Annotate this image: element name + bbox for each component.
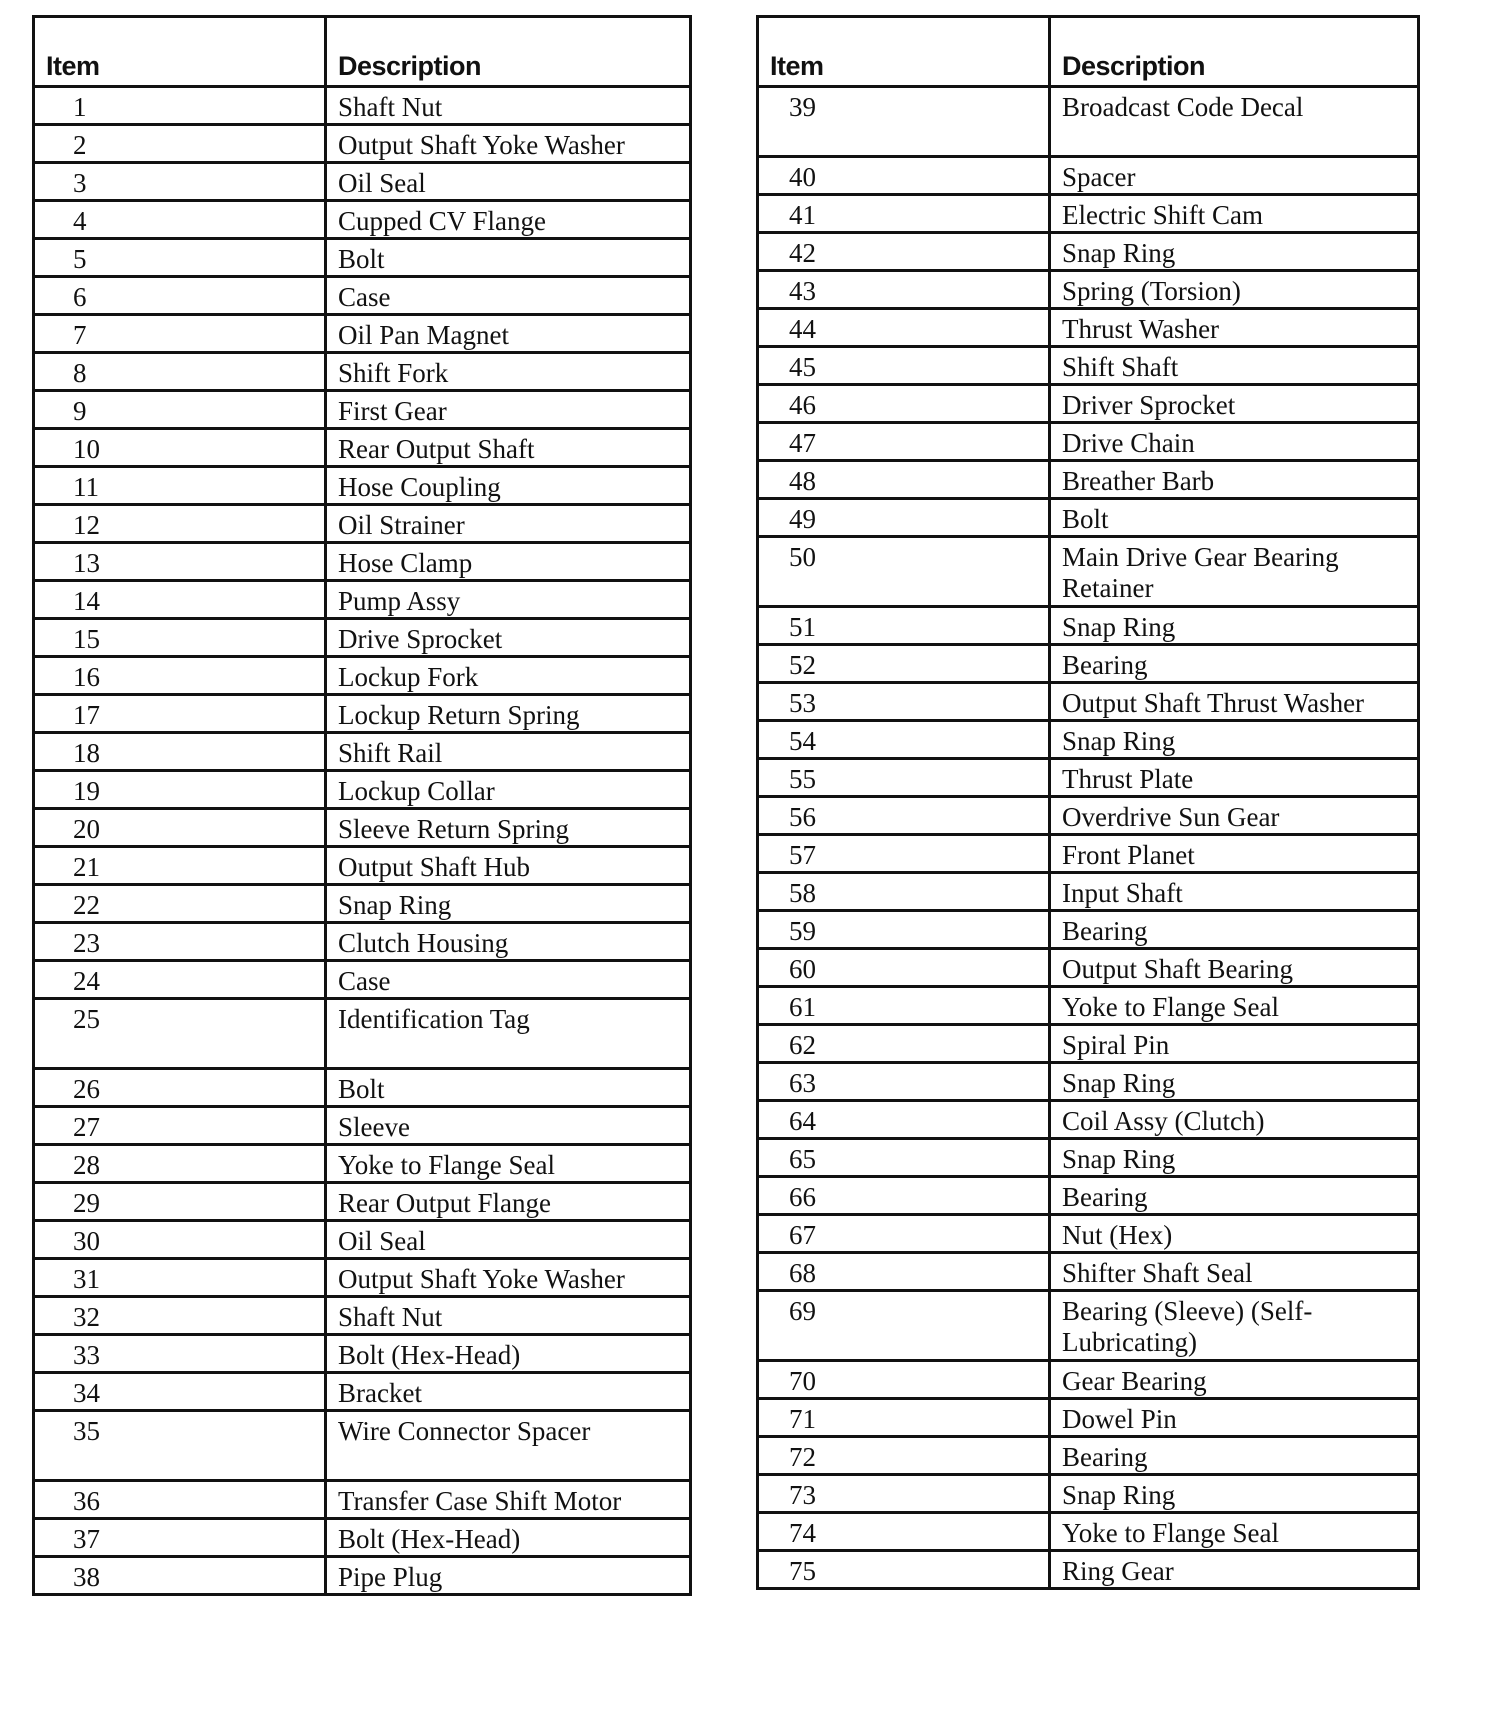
item-description: Broadcast Code Decal bbox=[1050, 87, 1419, 157]
item-description: Snap Ring bbox=[1050, 1475, 1419, 1513]
table-row bbox=[758, 537, 1419, 607]
item-description: Shift Shaft bbox=[1050, 347, 1419, 385]
table-row bbox=[34, 163, 691, 201]
item-number: 54 bbox=[758, 721, 1050, 759]
item-description: Output Shaft Yoke Washer bbox=[326, 1259, 691, 1297]
item-number: 40 bbox=[758, 157, 1050, 195]
item-description: Snap Ring bbox=[1050, 607, 1419, 645]
table-row bbox=[758, 721, 1419, 759]
table-row bbox=[758, 759, 1419, 797]
item-description: Snap Ring bbox=[326, 885, 691, 923]
item-number: 51 bbox=[758, 607, 1050, 645]
table-row bbox=[34, 125, 691, 163]
item-description: Yoke to Flange Seal bbox=[1050, 987, 1419, 1025]
item-description: Shift Rail bbox=[326, 733, 691, 771]
item-description: Yoke to Flange Seal bbox=[1050, 1513, 1419, 1551]
item-number: 34 bbox=[34, 1373, 326, 1411]
item-description: Lockup Fork bbox=[326, 657, 691, 695]
item-description: Bearing bbox=[1050, 1177, 1419, 1215]
item-number: 32 bbox=[34, 1297, 326, 1335]
table-row bbox=[34, 771, 691, 809]
item-description: Lockup Collar bbox=[326, 771, 691, 809]
description-column-header: Description bbox=[326, 17, 691, 87]
item-description: Oil Seal bbox=[326, 1221, 691, 1259]
item-description: Cupped CV Flange bbox=[326, 201, 691, 239]
item-number: 61 bbox=[758, 987, 1050, 1025]
table-row bbox=[758, 1025, 1419, 1063]
table-row bbox=[34, 657, 691, 695]
table-row bbox=[758, 271, 1419, 309]
table-row bbox=[34, 353, 691, 391]
table-row bbox=[34, 1107, 691, 1145]
item-description: Nut (Hex) bbox=[1050, 1215, 1419, 1253]
table-row bbox=[758, 1215, 1419, 1253]
item-description: Shaft Nut bbox=[326, 1297, 691, 1335]
item-description: Drive Chain bbox=[1050, 423, 1419, 461]
parts-table-left-body bbox=[34, 87, 691, 1595]
item-description: Bearing (Sleeve) (Self-Lubricating) bbox=[1050, 1291, 1419, 1361]
item-number: 71 bbox=[758, 1399, 1050, 1437]
item-number: 9 bbox=[34, 391, 326, 429]
item-description: Hose Clamp bbox=[326, 543, 691, 581]
item-description: Main Drive Gear Bearing Retainer bbox=[1050, 537, 1419, 607]
item-number: 3 bbox=[34, 163, 326, 201]
item-number: 70 bbox=[758, 1361, 1050, 1399]
table-row bbox=[758, 347, 1419, 385]
item-number: 43 bbox=[758, 271, 1050, 309]
parts-table-right bbox=[756, 15, 1420, 1590]
table-row bbox=[34, 885, 691, 923]
item-description: Case bbox=[326, 277, 691, 315]
table-row bbox=[34, 961, 691, 999]
item-description: Thrust Plate bbox=[1050, 759, 1419, 797]
table-row bbox=[758, 607, 1419, 645]
item-description: Spring (Torsion) bbox=[1050, 271, 1419, 309]
item-description: Pipe Plug bbox=[326, 1557, 691, 1595]
item-description: Spacer bbox=[1050, 157, 1419, 195]
item-description: Rear Output Flange bbox=[326, 1183, 691, 1221]
item-number: 67 bbox=[758, 1215, 1050, 1253]
item-number: 57 bbox=[758, 835, 1050, 873]
item-number: 7 bbox=[34, 315, 326, 353]
parts-table-right-body bbox=[758, 87, 1419, 1589]
item-description: Output Shaft Bearing bbox=[1050, 949, 1419, 987]
item-description: Shaft Nut bbox=[326, 87, 691, 125]
item-number: 36 bbox=[34, 1481, 326, 1519]
table-row bbox=[34, 1145, 691, 1183]
item-number: 44 bbox=[758, 309, 1050, 347]
table-row bbox=[34, 619, 691, 657]
item-description: Front Planet bbox=[1050, 835, 1419, 873]
item-number: 28 bbox=[34, 1145, 326, 1183]
table-row bbox=[34, 467, 691, 505]
item-number: 72 bbox=[758, 1437, 1050, 1475]
item-description: Overdrive Sun Gear bbox=[1050, 797, 1419, 835]
item-description: Bearing bbox=[1050, 911, 1419, 949]
item-number: 31 bbox=[34, 1259, 326, 1297]
table-row bbox=[34, 1557, 691, 1595]
item-description: Bolt (Hex-Head) bbox=[326, 1519, 691, 1557]
item-description: Spiral Pin bbox=[1050, 1025, 1419, 1063]
table-row bbox=[34, 733, 691, 771]
item-number: 38 bbox=[34, 1557, 326, 1595]
table-row bbox=[34, 1411, 691, 1481]
item-description: Output Shaft Yoke Washer bbox=[326, 125, 691, 163]
item-number: 63 bbox=[758, 1063, 1050, 1101]
item-number: 62 bbox=[758, 1025, 1050, 1063]
item-number: 20 bbox=[34, 809, 326, 847]
table-row bbox=[758, 797, 1419, 835]
item-description: Drive Sprocket bbox=[326, 619, 691, 657]
item-number: 26 bbox=[34, 1069, 326, 1107]
item-description: Snap Ring bbox=[1050, 233, 1419, 271]
item-number: 15 bbox=[34, 619, 326, 657]
item-number: 42 bbox=[758, 233, 1050, 271]
table-row bbox=[34, 505, 691, 543]
item-description: Coil Assy (Clutch) bbox=[1050, 1101, 1419, 1139]
table-row bbox=[34, 201, 691, 239]
item-description: Lockup Return Spring bbox=[326, 695, 691, 733]
item-number: 45 bbox=[758, 347, 1050, 385]
table-row bbox=[34, 1259, 691, 1297]
item-number: 33 bbox=[34, 1335, 326, 1373]
table-row bbox=[758, 385, 1419, 423]
item-description: Output Shaft Thrust Washer bbox=[1050, 683, 1419, 721]
table-row bbox=[34, 581, 691, 619]
item-number: 73 bbox=[758, 1475, 1050, 1513]
item-description: Rear Output Shaft bbox=[326, 429, 691, 467]
table-row bbox=[758, 645, 1419, 683]
item-column-header: Item bbox=[34, 17, 326, 87]
table-row bbox=[758, 87, 1419, 157]
item-description: Wire Connector Spacer bbox=[326, 1411, 691, 1481]
table-row bbox=[34, 847, 691, 885]
item-description: Ring Gear bbox=[1050, 1551, 1419, 1589]
table-row bbox=[758, 873, 1419, 911]
item-description: Transfer Case Shift Motor bbox=[326, 1481, 691, 1519]
table-row bbox=[758, 1253, 1419, 1291]
item-number: 2 bbox=[34, 125, 326, 163]
table-row bbox=[758, 195, 1419, 233]
item-number: 35 bbox=[34, 1411, 326, 1481]
item-number: 46 bbox=[758, 385, 1050, 423]
item-number: 24 bbox=[34, 961, 326, 999]
table-row bbox=[34, 429, 691, 467]
item-description: Shift Fork bbox=[326, 353, 691, 391]
item-description: Gear Bearing bbox=[1050, 1361, 1419, 1399]
table-row bbox=[34, 1069, 691, 1107]
table-row bbox=[758, 1399, 1419, 1437]
item-description: Sleeve bbox=[326, 1107, 691, 1145]
item-description: First Gear bbox=[326, 391, 691, 429]
table-row bbox=[34, 1373, 691, 1411]
item-column-header: Item bbox=[758, 17, 1050, 87]
header-row bbox=[34, 17, 691, 87]
table-row bbox=[758, 1475, 1419, 1513]
item-description: Snap Ring bbox=[1050, 1063, 1419, 1101]
item-number: 13 bbox=[34, 543, 326, 581]
table-row bbox=[34, 1481, 691, 1519]
item-number: 23 bbox=[34, 923, 326, 961]
table-row bbox=[758, 1063, 1419, 1101]
item-number: 19 bbox=[34, 771, 326, 809]
item-description: Yoke to Flange Seal bbox=[326, 1145, 691, 1183]
item-description: Pump Assy bbox=[326, 581, 691, 619]
item-number: 27 bbox=[34, 1107, 326, 1145]
item-number: 58 bbox=[758, 873, 1050, 911]
item-number: 56 bbox=[758, 797, 1050, 835]
item-description: Clutch Housing bbox=[326, 923, 691, 961]
table-row bbox=[758, 1177, 1419, 1215]
item-description: Bolt bbox=[1050, 499, 1419, 537]
table-row bbox=[34, 923, 691, 961]
item-number: 55 bbox=[758, 759, 1050, 797]
item-description: Case bbox=[326, 961, 691, 999]
item-number: 53 bbox=[758, 683, 1050, 721]
table-row bbox=[758, 1437, 1419, 1475]
item-number: 66 bbox=[758, 1177, 1050, 1215]
table-row bbox=[34, 277, 691, 315]
table-row bbox=[758, 423, 1419, 461]
item-number: 1 bbox=[34, 87, 326, 125]
table-row bbox=[34, 1335, 691, 1373]
table-row bbox=[758, 309, 1419, 347]
table-row bbox=[758, 499, 1419, 537]
item-number: 47 bbox=[758, 423, 1050, 461]
item-description: Hose Coupling bbox=[326, 467, 691, 505]
item-description: Snap Ring bbox=[1050, 1139, 1419, 1177]
table-row bbox=[34, 1297, 691, 1335]
item-description: Input Shaft bbox=[1050, 873, 1419, 911]
item-number: 10 bbox=[34, 429, 326, 467]
item-number: 75 bbox=[758, 1551, 1050, 1589]
table-row bbox=[758, 835, 1419, 873]
table-row bbox=[758, 987, 1419, 1025]
table-row bbox=[34, 695, 691, 733]
parts-table-left bbox=[32, 15, 692, 1596]
item-number: 21 bbox=[34, 847, 326, 885]
table-row bbox=[758, 1361, 1419, 1399]
item-number: 12 bbox=[34, 505, 326, 543]
table-row bbox=[34, 87, 691, 125]
item-description: Bracket bbox=[326, 1373, 691, 1411]
table-row bbox=[758, 233, 1419, 271]
item-description: Bolt (Hex-Head) bbox=[326, 1335, 691, 1373]
item-description: Oil Pan Magnet bbox=[326, 315, 691, 353]
item-number: 39 bbox=[758, 87, 1050, 157]
table-row bbox=[34, 1519, 691, 1557]
table-row bbox=[34, 999, 691, 1069]
item-description: Driver Sprocket bbox=[1050, 385, 1419, 423]
item-number: 22 bbox=[34, 885, 326, 923]
item-number: 50 bbox=[758, 537, 1050, 607]
table-row bbox=[758, 461, 1419, 499]
item-number: 29 bbox=[34, 1183, 326, 1221]
item-number: 60 bbox=[758, 949, 1050, 987]
header-row bbox=[758, 17, 1419, 87]
table-row bbox=[758, 157, 1419, 195]
item-number: 48 bbox=[758, 461, 1050, 499]
item-number: 18 bbox=[34, 733, 326, 771]
description-column-header: Description bbox=[1050, 17, 1419, 87]
table-row bbox=[34, 239, 691, 277]
table-row bbox=[34, 1221, 691, 1259]
item-description: Shifter Shaft Seal bbox=[1050, 1253, 1419, 1291]
item-description: Electric Shift Cam bbox=[1050, 195, 1419, 233]
item-description: Thrust Washer bbox=[1050, 309, 1419, 347]
table-row bbox=[758, 1551, 1419, 1589]
item-number: 41 bbox=[758, 195, 1050, 233]
item-number: 68 bbox=[758, 1253, 1050, 1291]
item-description: Bearing bbox=[1050, 645, 1419, 683]
item-description: Snap Ring bbox=[1050, 721, 1419, 759]
item-number: 4 bbox=[34, 201, 326, 239]
item-description: Oil Seal bbox=[326, 163, 691, 201]
item-number: 11 bbox=[34, 467, 326, 505]
item-description: Bolt bbox=[326, 239, 691, 277]
item-number: 8 bbox=[34, 353, 326, 391]
item-number: 25 bbox=[34, 999, 326, 1069]
item-description: Output Shaft Hub bbox=[326, 847, 691, 885]
item-number: 6 bbox=[34, 277, 326, 315]
item-number: 74 bbox=[758, 1513, 1050, 1551]
table-row bbox=[34, 809, 691, 847]
item-number: 69 bbox=[758, 1291, 1050, 1361]
item-number: 49 bbox=[758, 499, 1050, 537]
item-description: Breather Barb bbox=[1050, 461, 1419, 499]
item-number: 52 bbox=[758, 645, 1050, 683]
item-number: 64 bbox=[758, 1101, 1050, 1139]
table-row bbox=[34, 543, 691, 581]
item-number: 17 bbox=[34, 695, 326, 733]
item-number: 37 bbox=[34, 1519, 326, 1557]
item-number: 14 bbox=[34, 581, 326, 619]
table-row bbox=[758, 1291, 1419, 1361]
item-description: Oil Strainer bbox=[326, 505, 691, 543]
table-row bbox=[758, 911, 1419, 949]
table-row bbox=[758, 1139, 1419, 1177]
item-description: Identification Tag bbox=[326, 999, 691, 1069]
item-number: 59 bbox=[758, 911, 1050, 949]
table-row bbox=[34, 391, 691, 429]
item-description: Bearing bbox=[1050, 1437, 1419, 1475]
table-row bbox=[758, 949, 1419, 987]
table-row bbox=[34, 1183, 691, 1221]
item-number: 65 bbox=[758, 1139, 1050, 1177]
item-number: 5 bbox=[34, 239, 326, 277]
item-number: 16 bbox=[34, 657, 326, 695]
table-row bbox=[34, 315, 691, 353]
item-description: Bolt bbox=[326, 1069, 691, 1107]
item-description: Sleeve Return Spring bbox=[326, 809, 691, 847]
table-row bbox=[758, 1513, 1419, 1551]
table-row bbox=[758, 683, 1419, 721]
table-row bbox=[758, 1101, 1419, 1139]
item-description: Dowel Pin bbox=[1050, 1399, 1419, 1437]
item-number: 30 bbox=[34, 1221, 326, 1259]
